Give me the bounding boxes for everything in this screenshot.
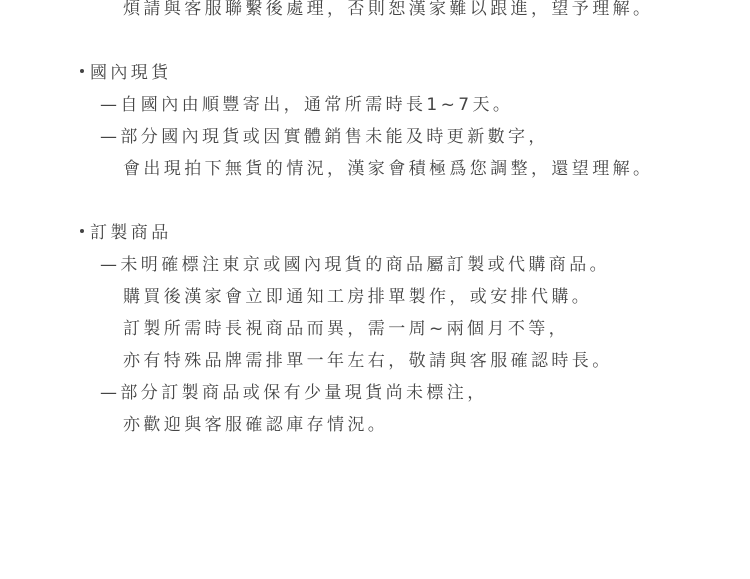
custom-order-line: 訂製所需時長視商品而異，需一周~兩個月不等， — [123, 319, 570, 339]
bullet-dot-icon — [80, 229, 84, 233]
custom-order-line: 亦有特殊品牌需排單一年左右，敬請與客服確認時長。 — [123, 351, 613, 371]
custom-order-line: 購買後漢家會立即通知工房排單製作，或安排代購。 — [123, 287, 593, 307]
custom-order-line: —未明確標注東京或國內現貨的商品屬訂製或代購商品。 — [100, 255, 610, 275]
domestic-stock-line: 會出現拍下無貨的情況，漢家會積極爲您調整，還望理解。 — [123, 159, 654, 179]
notice-line: 煩請與客服聯繫後處理，否則恕漢家難以跟進，望予理解。 — [123, 0, 654, 19]
section-title-text: 國內現貨 — [90, 63, 172, 83]
section-title-text: 訂製商品 — [90, 223, 172, 243]
domestic-stock-line: —自國內由順豐寄出，通常所需時長1~7天。 — [100, 95, 514, 115]
custom-order-line: —部分訂製商品或保有少量現貨尚未標注， — [100, 383, 488, 403]
domestic-stock-line: —部分國內現貨或因實體銷售未能及時更新數字， — [100, 127, 549, 147]
custom-order-line: 亦歡迎與客服確認庫存情況。 — [123, 415, 389, 435]
bullet-dot-icon — [80, 69, 84, 73]
section-title-custom-order — [80, 222, 172, 244]
section-title-domestic-stock — [80, 62, 172, 84]
